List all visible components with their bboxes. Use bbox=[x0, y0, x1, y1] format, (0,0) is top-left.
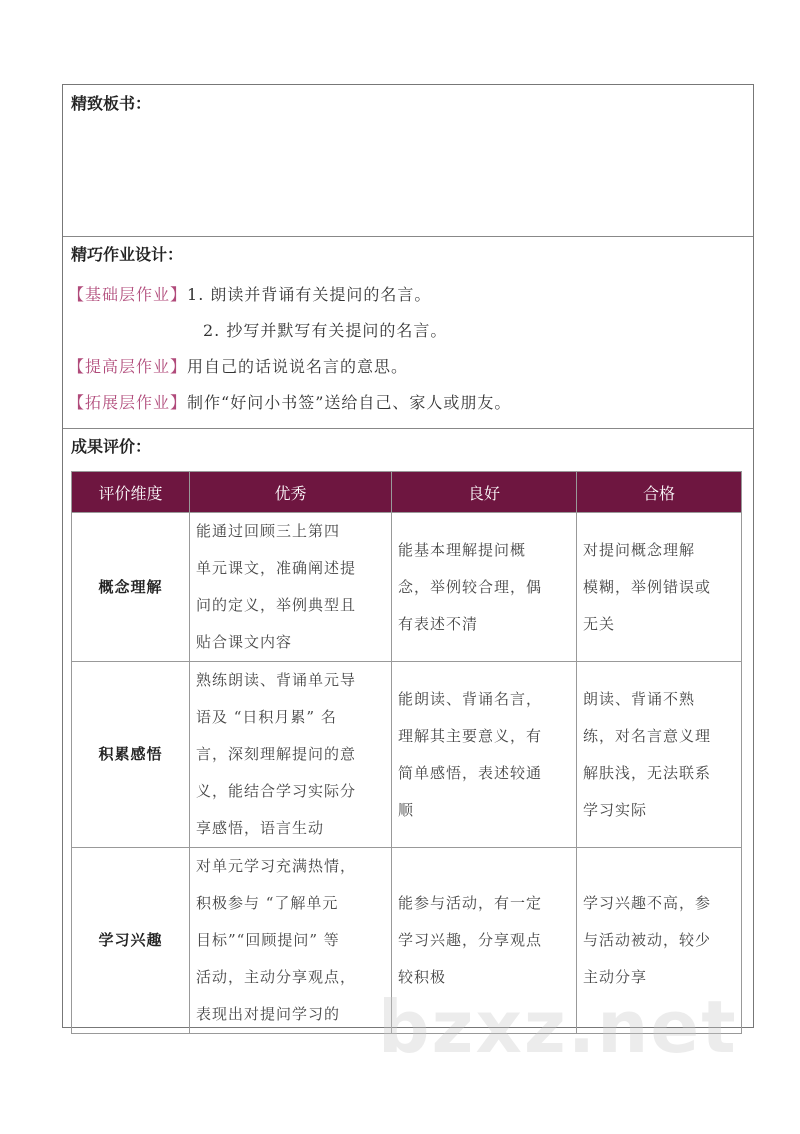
evaluation-table bbox=[71, 471, 742, 1034]
board-title: 精致板书： bbox=[71, 94, 152, 113]
homework-level-tag: 【基础层作业】 bbox=[68, 285, 188, 304]
pass-cell bbox=[577, 662, 742, 848]
cell-line: 朗读、背诵不熟 bbox=[583, 689, 696, 708]
cell-line: 语及 “日积月累” 名 bbox=[196, 708, 337, 726]
cell-line: 较积极 bbox=[398, 968, 447, 986]
cell-line: 学习实际 bbox=[583, 800, 648, 819]
table-row bbox=[72, 513, 742, 662]
cell-line: 义，能结合学习实际分 bbox=[196, 782, 357, 800]
cell-line: 练，对名言意义理 bbox=[583, 726, 712, 745]
cell-line: 无关 bbox=[583, 614, 616, 633]
cell-line: 能基本理解提问概 bbox=[398, 540, 527, 559]
excellent-cell bbox=[190, 848, 392, 1034]
homework-text: 制作“好问小书签”送给自己、家人或朋友。 bbox=[187, 393, 512, 412]
lesson-plan-table bbox=[62, 84, 754, 1028]
cell-line: 念，举例较合理，偶 bbox=[398, 577, 543, 596]
cell-line: 学习兴趣，分享观点 bbox=[398, 931, 543, 949]
homework-text: 2. 抄写并默写有关提问的名言。 bbox=[203, 321, 448, 340]
dimension-cell: 积累感悟 bbox=[72, 662, 190, 848]
cell-line: 目标”“回顾提问” 等 bbox=[196, 931, 340, 949]
dimension-cell: 学习兴趣 bbox=[72, 848, 190, 1034]
good-cell bbox=[392, 662, 577, 848]
cell-line: 模糊，举例错误或 bbox=[583, 577, 712, 596]
cell-line: 能通过回顾三上第四 bbox=[196, 522, 341, 540]
cell-line: 活动，主动分享观点， bbox=[196, 968, 357, 986]
cell-line: 对提问概念理解 bbox=[583, 540, 696, 559]
table-row bbox=[72, 662, 742, 848]
cell-line: 熟练朗读、背诵单元导 bbox=[196, 671, 357, 689]
homework-text: 1. 朗读并背诵有关提问的名言。 bbox=[187, 285, 432, 304]
header-good: 良好 bbox=[392, 472, 577, 513]
watermark: bzxz.net bbox=[378, 985, 738, 1069]
cell-line: 对单元学习充满热情， bbox=[196, 857, 357, 875]
cell-line: 解肤浅，无法联系 bbox=[583, 763, 712, 782]
header-dimension: 评价维度 bbox=[72, 472, 190, 513]
cell-line: 贴合课文内容 bbox=[196, 633, 293, 651]
homework-level-tag: 【拓展层作业】 bbox=[68, 393, 188, 412]
homework-item bbox=[68, 390, 511, 413]
cell-line: 问的定义，举例典型且 bbox=[196, 596, 357, 614]
homework-text: 用自己的话说说名言的意思。 bbox=[187, 357, 409, 376]
good-cell bbox=[392, 513, 577, 662]
evaluation-title: 成果评价： bbox=[71, 437, 152, 456]
homework-title: 精巧作业设计： bbox=[71, 245, 184, 264]
cell-line: 简单感悟，表述较通 bbox=[398, 763, 543, 782]
cell-line: 有表述不清 bbox=[398, 614, 479, 633]
homework-item bbox=[68, 282, 431, 305]
cell-line: 主动分享 bbox=[583, 968, 648, 986]
cell-line: 积极参与 “了解单元 bbox=[196, 894, 339, 912]
homework-item bbox=[203, 318, 447, 341]
dimension-cell: 概念理解 bbox=[72, 513, 190, 662]
cell-line: 顺 bbox=[398, 800, 415, 819]
pass-cell bbox=[577, 513, 742, 662]
excellent-cell bbox=[190, 513, 392, 662]
homework-level-tag: 【提高层作业】 bbox=[68, 357, 188, 376]
cell-line: 能参与活动，有一定 bbox=[398, 894, 543, 912]
excellent-cell bbox=[190, 662, 392, 848]
header-excellent: 优秀 bbox=[190, 472, 392, 513]
cell-line: 与活动被动，较少 bbox=[583, 931, 712, 949]
homework-item bbox=[68, 354, 408, 377]
cell-line: 言，深刻理解提问的意 bbox=[196, 745, 357, 763]
cell-line: 理解其主要意义，有 bbox=[398, 726, 543, 745]
header-pass: 合格 bbox=[577, 472, 742, 513]
homework-section bbox=[63, 236, 753, 429]
cell-line: 学习兴趣不高，参 bbox=[583, 894, 712, 912]
board-section bbox=[63, 85, 753, 237]
cell-line: 享感悟，语言生动 bbox=[196, 819, 325, 837]
cell-line: 能朗读、背诵名言， bbox=[398, 689, 543, 708]
cell-line: 单元课文，准确阐述提 bbox=[196, 559, 357, 577]
cell-line: 表现出对提问学习的 bbox=[196, 1005, 341, 1023]
